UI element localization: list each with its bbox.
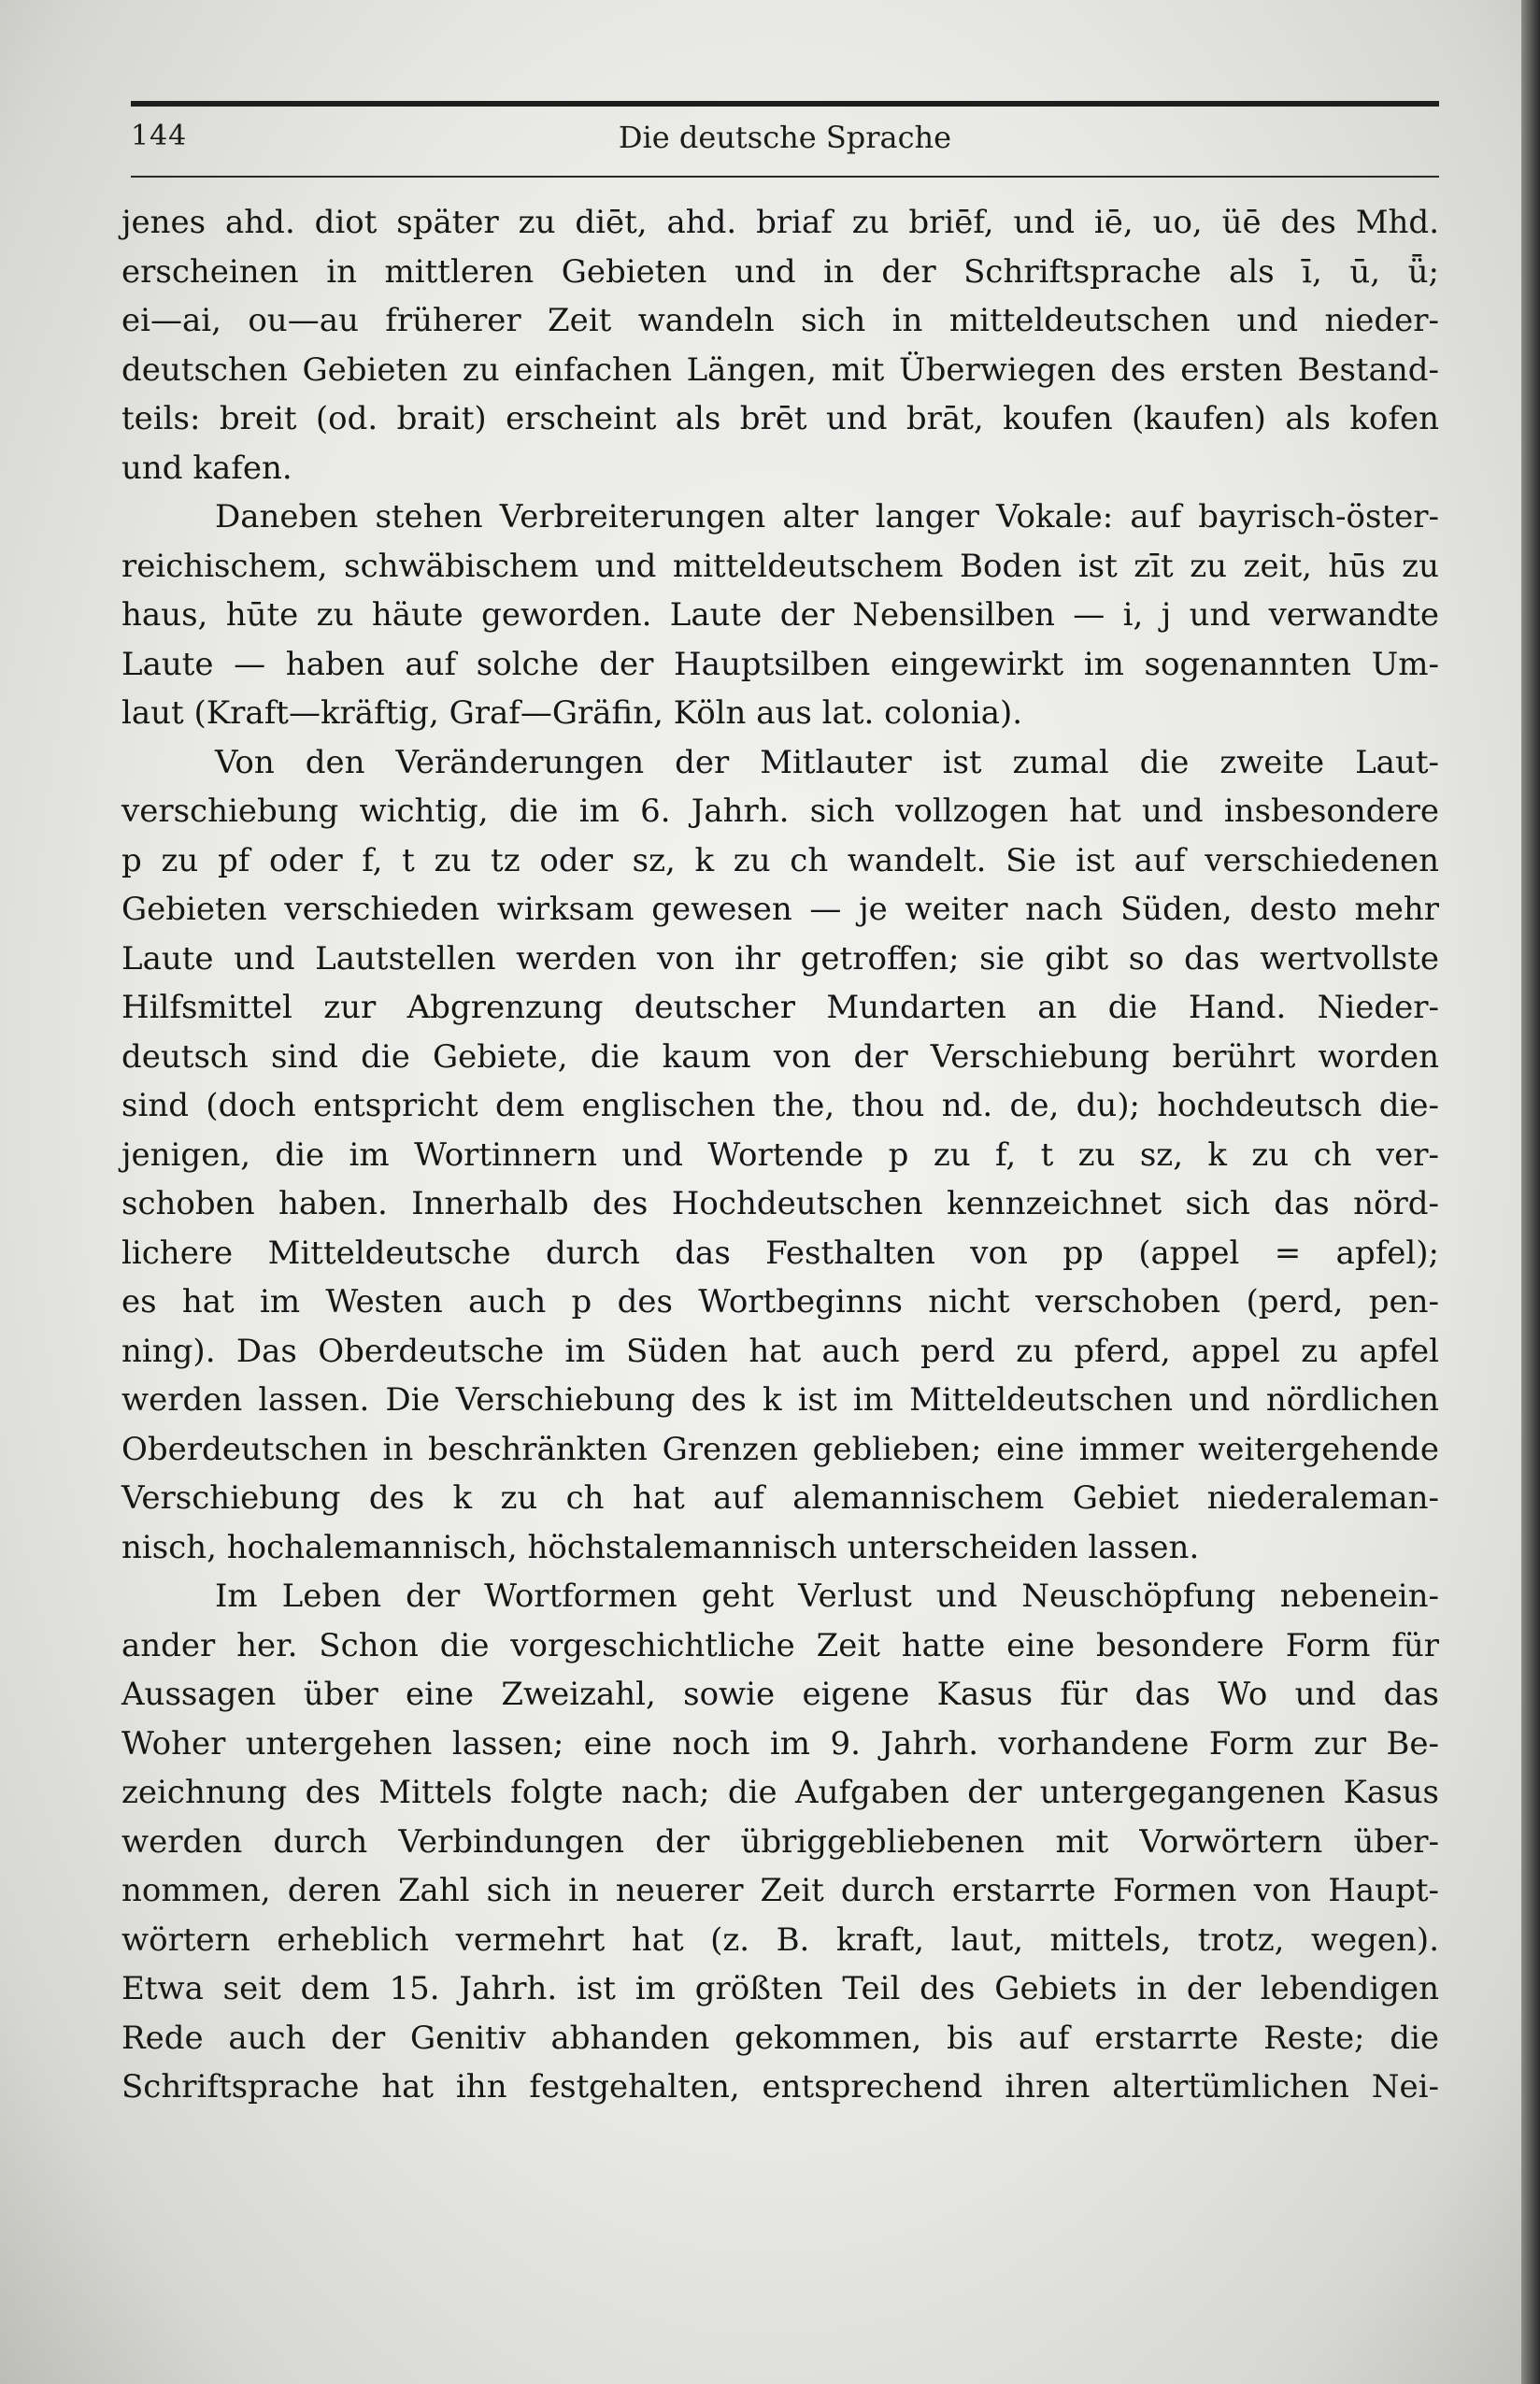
running-header [131,116,1439,168]
text-line: Im Leben der Wortformen geht Verlust und Neuschöpfung nebenein- [215,1577,1439,1615]
text-line: jenigen, die im Wortinnern und Wortende p zu f, t zu sz, k zu ch ver- [121,1135,1439,1174]
text-line: ning). Das Oberdeutsche im Süden hat auch perd zu pferd, appel zu apfel [121,1332,1439,1370]
text-line: verschiebung wichtig, die im 6. Jahrh. sich vollzogen hat und insbesondere [121,792,1439,830]
text-line: ei—ai, ou—au früherer Zeit wandeln sich in mitteldeutschen und nieder- [121,302,1439,339]
text-line: deutsch sind die Gebiete, die kaum von der Verschiebung berührt worden [121,1037,1439,1076]
text-line: teils: breit (od. brait) erscheint als brēt und brāt, koufen (kaufen) als kofen [121,400,1439,437]
text-line: Rede auch der Genitiv abhanden gekommen, bis auf erstarrte Reste; die [121,2019,1439,2057]
text-line: Laute — haben auf solche der Hauptsilben eingewirkt im sogenannten Um- [121,645,1439,683]
text-line: Woher untergehen lassen; eine noch im 9. Jahrh. vorhandene Form zur Be- [121,1724,1439,1763]
text-line: schoben haben. Innerhalb des Hochdeutschen kennzeichnet sich das nörd- [121,1185,1439,1222]
body-text [121,198,1439,2112]
text-line: jenes ahd. diot später zu diēt, ahd. briaf zu briēf, und iē, uo, üē des Mhd. [121,204,1439,241]
text-line: werden lassen. Die Verschiebung des k ist im Mitteldeutschen und nördlichen [121,1381,1439,1419]
header-rule-bottom [131,176,1439,178]
page-number: 144 [131,120,188,152]
text-line: Oberdeutschen in beschränkten Grenzen geblieben; eine immer weitergehende [121,1430,1439,1468]
text-line: es hat im Westen auch p des Wortbeginns nicht verschoben (perd, pen- [121,1283,1439,1320]
text-line: Aussagen über eine Zweizahl, sowie eigene Kasus für das Wo und das [121,1676,1439,1713]
text-line: Verschiebung des k zu ch hat auf alemannischem Gebiet niederaleman- [121,1479,1439,1517]
text-line: nommen, deren Zahl sich in neuerer Zeit durch erstarrte Formen von Haupt- [121,1872,1439,1909]
page-edge-shadow [1521,0,1540,2384]
text-line: Schriftsprache hat ihn festgehalten, entsprechend ihren altertümlichen Nei- [121,2068,1439,2106]
text-line: Daneben stehen Verbreiterungen alter langer Vokale: auf bayrisch-öster- [215,498,1439,535]
text-line: Hilfsmittel zur Abgrenzung deutscher Mundarten an die Hand. Nieder- [121,989,1439,1026]
text-line: deutschen Gebieten zu einfachen Längen, mit Überwiegen des ersten Bestand- [121,350,1439,389]
text-line: wörtern erheblich vermehrt hat (z. B. kraft, laut, mittels, trotz, wegen). [121,1920,1439,1959]
text-line: Gebieten verschieden wirksam gewesen — je weiter nach Süden, desto mehr [121,891,1439,928]
text-line: nisch, hochalemannisch, höchstalemannisch unterscheiden lassen. [121,1528,1200,1566]
text-line: sind (doch entspricht dem englischen the, thou nd. de, du); hochdeutsch die- [121,1087,1439,1124]
text-line: Etwa seit dem 15. Jahrh. ist im größten Teil des Gebiets in der lebendigen [121,1970,1439,2007]
header-rule-top [131,101,1439,107]
text-line: ander her. Schon die vorgeschichtliche Zeit hatte eine besondere Form für [121,1626,1439,1664]
running-title: Die deutsche Sprache [618,120,952,155]
text-line: laut (Kraft—kräftig, Graf—Gräfin, Köln aus lat. colonia). [121,694,1023,732]
text-line: Laute und Lautstellen werden von ihr getroffen; sie gibt so das wertvollste [121,939,1439,978]
text-line: reichischem, schwäbischem und mitteldeutschem Boden ist zīt zu zeit, hūs zu [121,547,1439,585]
text-line: haus, hūte zu häute geworden. Laute der Nebensilben — i, j und verwandte [121,596,1439,634]
text-line: Von den Veränderungen der Mitlauter ist zumal die zweite Laut- [215,743,1439,781]
text-line: und kafen. [121,449,292,487]
text-line: werden durch Verbindungen der übriggebliebenen mit Vorwörtern über- [121,1822,1439,1861]
text-line: lichere Mitteldeutsche durch das Festhalten von pp (appel = apfel); [121,1234,1439,1272]
text-line: zeichnung des Mittels folgte nach; die Aufgaben der untergegangenen Kasus [121,1774,1439,1811]
text-line: erscheinen in mittleren Gebieten und in der Schriftsprache als ī, ū, ǖ; [121,252,1439,291]
text-line: p zu pf oder f, t zu tz oder sz, k zu ch wandelt. Sie ist auf verschiedenen [121,841,1439,879]
